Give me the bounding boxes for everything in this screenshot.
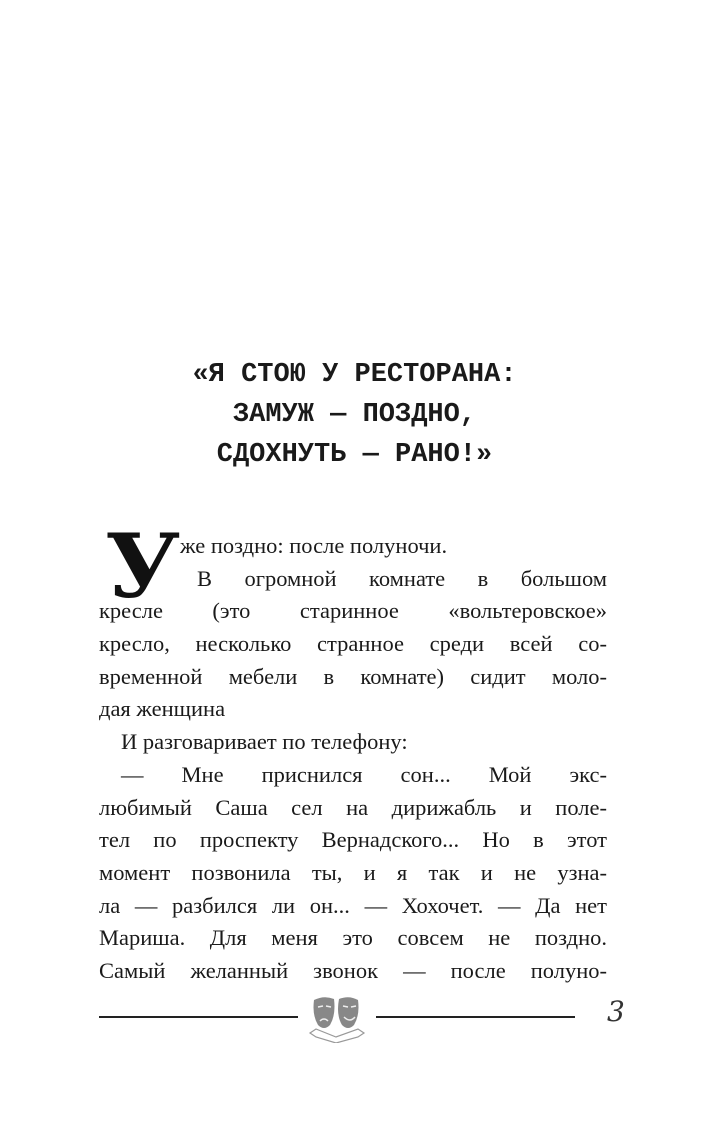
footer-rule-left	[99, 1016, 298, 1018]
chapter-title	[0, 355, 709, 475]
text-line: В огромной комнате в большом	[197, 565, 607, 591]
text-line: тел по проспекту Вернадского... Но в этот	[99, 827, 607, 853]
text-line: дая женщина	[99, 696, 226, 722]
text-line: временной мебели в комнате) сидит моло-	[99, 663, 607, 689]
text-line: Мариша. Для меня это совсем не поздно.	[99, 925, 607, 951]
text-line: — Мне приснился сон... Мой экс-	[121, 761, 607, 787]
text-line: же поздно: после полуночи.	[180, 533, 448, 558]
body-text	[99, 530, 607, 988]
chapter-title-line: «Я СТОЮ У РЕСТОРАНА:	[192, 360, 517, 390]
text-line: любимый Саша сел на дирижабль и поле-	[99, 794, 607, 820]
footer-rule-right	[376, 1016, 575, 1018]
text-line: кресло, несколько странное среди всей со-	[99, 631, 607, 657]
chapter-title-line: ЗАМУЖ — ПОЗДНО,	[232, 400, 477, 430]
drop-cap: У	[105, 514, 181, 618]
theatre-masks-icon	[306, 993, 368, 1043]
text-line: Самый желанный звонок — после полуно-	[99, 957, 607, 983]
text-line: момент позвонила ты, и я так и не узна-	[99, 859, 607, 885]
chapter-title-line: СДОХНУТЬ — РАНО!»	[216, 440, 493, 470]
text-line: кресле (это старинное «вольтеровское»	[99, 598, 607, 624]
text-line: И разговаривает по телефону:	[121, 729, 408, 755]
text-line: ла — разбился ли он... — Хохочет. — Да нет	[99, 892, 607, 918]
page-number: 3	[607, 995, 625, 1028]
